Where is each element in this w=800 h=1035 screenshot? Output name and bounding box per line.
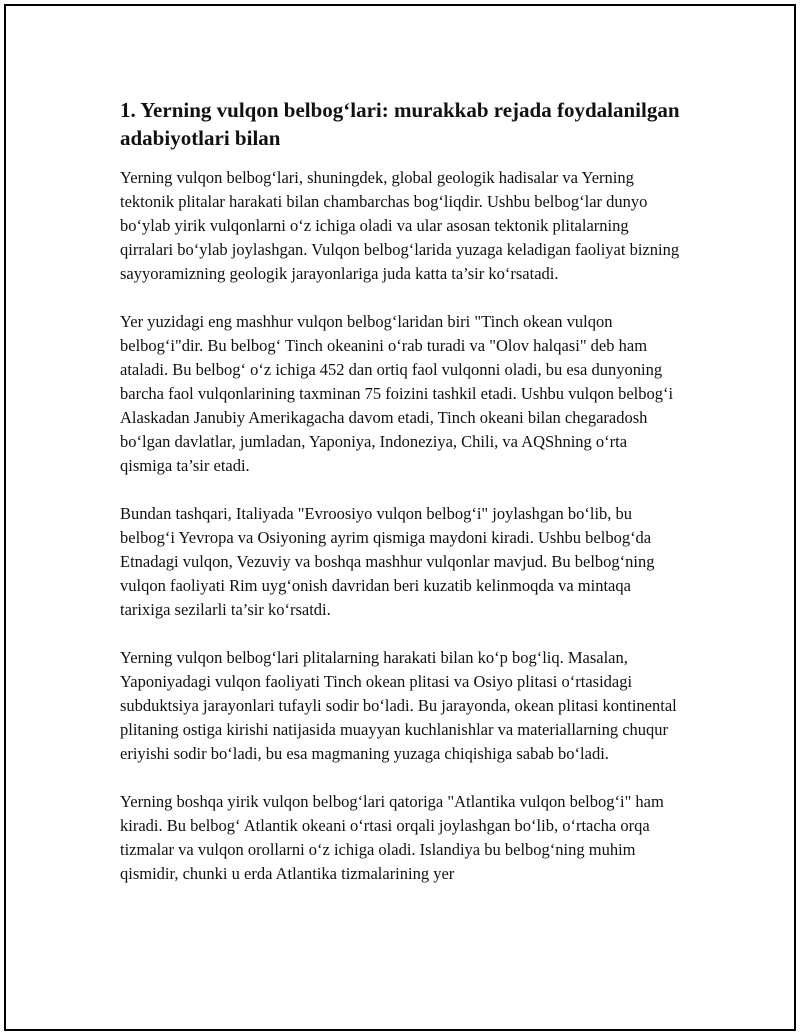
paragraph-1: Yerning vulqon belbog‘lari, shuningdek, global geologik hadisalar va Yerning tektonik plitalar harakati bilan chambarchas bog‘liqdir. Ushbu belbog‘lar dunyo bo‘ylab yirik vulqonlarni o‘z ichiga oladi va ular asosan tektonik plitalarning qirralari bo‘ylab joylashgan. Vulqon belbog‘larida yuzaga keladigan faoliyat bizning sayyoramizning geologik jarayonlariga juda katta ta’sir ko‘rsatadi. <box>120 168 680 283</box>
document-body <box>120 96 680 910</box>
paragraph-3: Bundan tashqari, Italiyada "Evroosiyo vulqon belbog‘i" joylashgan bo‘lib, bu belbog‘i Yevropa va Osiyoning ayrim qismiga maydoni kiradi. Ushbu belbog‘da Etnadagi vulqon, Vezuviy va boshqa mashhur vulqonlar mavjud. Bu belbog‘ning vulqon faoliyati Rim uyg‘onish davridan beri kuzatib kelinmoqda va mintaqa tarixiga sezilarli ta’sir ko‘rsatdi. <box>120 504 655 619</box>
paragraph-5: Yerning boshqa yirik vulqon belbog‘lari qatoriga "Atlantika vulqon belbog‘i" ham kiradi. Bu belbog‘ Atlantik okeani o‘rtasi orqali joylashgan bo‘lib, o‘rtacha orqa tizmalar va vulqon orollarni o‘z ichiga oladi. Islandiya bu belbog‘ning muhim qismidir, chunki u erda Atlantika tizmalarining yer <box>120 792 664 883</box>
document-title: 1. Yerning vulqon belbog‘lari: murakkab rejada foydalanilgan adabiyotlari bilan <box>120 98 680 150</box>
paragraph-2: Yer yuzidagi eng mashhur vulqon belbog‘laridan biri "Tinch okean vulqon belbog‘i"dir. Bu belbog‘ Tinch okeanini o‘rab turadi va "Olov halqasi" deb ham ataladi. Bu belbog‘ o‘z ichiga 452 dan ortiq faol vulqonni oladi, bu esa dunyoning barcha faol vulqonlarining taxminan 75 foizini tashkil etadi. Ushbu vulqon belbog‘i Alaskadan Janubiy Amerikagacha davom etadi, Tinch okeani bilan chegaradosh bo‘lgan davlatlar, jumladan, Yaponiya, Indoneziya, Chili, va AQShning o‘rta qismiga ta’sir etadi. <box>120 312 674 475</box>
paragraph-4: Yerning vulqon belbog‘lari plitalarning harakati bilan ko‘p bog‘liq. Masalan, Yaponiyadagi vulqon faoliyati Tinch okean plitasi va Osiyo plitasi o‘rtasidagi subduktsiya jarayonlari tufayli sodir bo‘ladi. Bu jarayonda, okean plitasi kontinental plitaning ostiga kirishi natijasida muayyan kuchlanishlar va materiallarning chuqur eriyishi sodir bo‘ladi, bu esa magmaning yuzaga chiqishiga sabab bo‘ladi. <box>120 648 677 763</box>
document-page <box>4 4 796 1031</box>
